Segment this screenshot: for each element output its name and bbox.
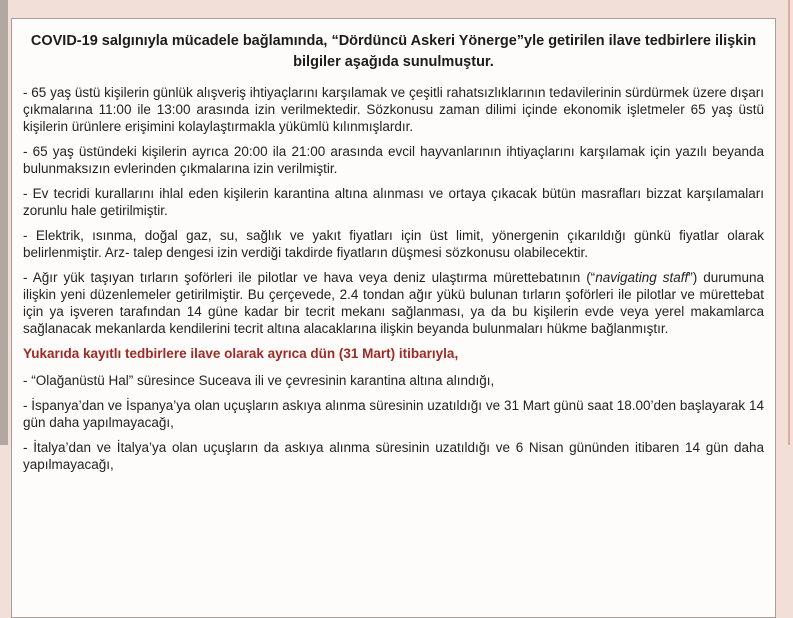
paragraph-transport-crews bbox=[23, 269, 764, 337]
scan-edge-right-line bbox=[788, 0, 790, 445]
paragraph-elderly-shopping-hours: - 65 yaş üstü kişilerin günlük alışveriş ihtiyaçlarını karşılamak ve çeşitli rahatsızlıklarının tedavilerinin sürdürmek üzere dışarı çıkmalarına 11:00 ile 13:00 arasında izin verilmektedir. Sözkonusu zaman dilimi içinde ekonomik işletmeler 65 yaş üstü kişilerin ürünlere erişimini kolaylaştırmakla yükümlü kılınmışlardır. bbox=[23, 85, 764, 134]
transport-crews-text-before: - Ağır yük taşıyan tırların şoförleri ile pilotlar ve hava veya deniz ulaştırma mürettebatının (“ bbox=[23, 270, 596, 285]
document-title: COVID-19 salgınıyla mücadele bağlamında, “Dördüncü Askeri Yönerge”yle getirilen ilave tedbirlere ilişkin bilgiler aşağıda sunulmuştur. bbox=[30, 33, 757, 70]
paragraph-elderly-pet-hours: - 65 yaş üstündeki kişilerin ayrıca 20:00 ila 21:00 arasında evcil hayvanlarının ihtiyaçlarını karşılamak için yazılı beyanda bulunmaksızın evlerinden çıkmalarına izin verilmiştir. bbox=[23, 144, 764, 176]
transport-crews-italic-term: navigating staff bbox=[595, 270, 689, 285]
paragraph-suceava-quarantine: - “Olağanüstü Hal” süresince Suceava ili ve çevresinin karantina altına alındığı, bbox=[23, 373, 495, 388]
paragraph-home-isolation-violation: - Ev tecridi kurallarını ihlal eden kişilerin karantina altına alınması ve ortaya çıkacak bütün masrafları bizzat karşılamaları zorunlu hale getirilmiştir. bbox=[23, 186, 764, 218]
paragraph-price-caps: - Elektrik, ısınma, doğal gaz, su, sağlık ve yakıt fiyatları için üst limit, yönergenin çıkarıldığı günkü fiyatlar olarak belirlenmiştir. Arz- talep dengesi izin verdiği takdirde fiyatların düşmesi sözkonusu olabilecektir. bbox=[23, 228, 764, 260]
additional-measures-heading: Yukarıda kayıtlı tedbirlere ilave olarak ayrıca dün (31 Mart) itibarıyla, bbox=[23, 346, 459, 361]
paragraph-spain-flights: - İspanya’dan ve İspanya’ya olan uçuşların askıya alınma süresinin uzatıldığı ve 31 Mart günü saat 18.00’den başlayarak 14 gün daha yapılmayacağı, bbox=[23, 398, 764, 430]
scan-edge-left bbox=[0, 0, 8, 445]
transport-crews-text-after: ”) durumuna ilişkin yeni düzenlemeler getirilmiştir. Bu çerçevede, 2.4 tondan ağır yükü bulunan tırların şoförleri ile pilotlar ve mürettebat için ya işveren tarafından 14 güne kadar bir tecrit mekanı sağlanması, ya da bu kişilerin evde veya yerel makamlarca sağlanacak mekanlarda kendilerini tecrit altına alacaklarına ilişkin beyanda bulunmaları hükme bağlanmıştır. bbox=[23, 270, 764, 336]
paragraph-italy-flights: - İtalya’dan ve İtalya’ya olan uçuşların da askıya alınma süresinin uzatıldığı ve 6 Nisan gününden itibaren 14 gün daha yapılmayacağı, bbox=[23, 440, 764, 472]
document-sheet bbox=[11, 18, 776, 618]
